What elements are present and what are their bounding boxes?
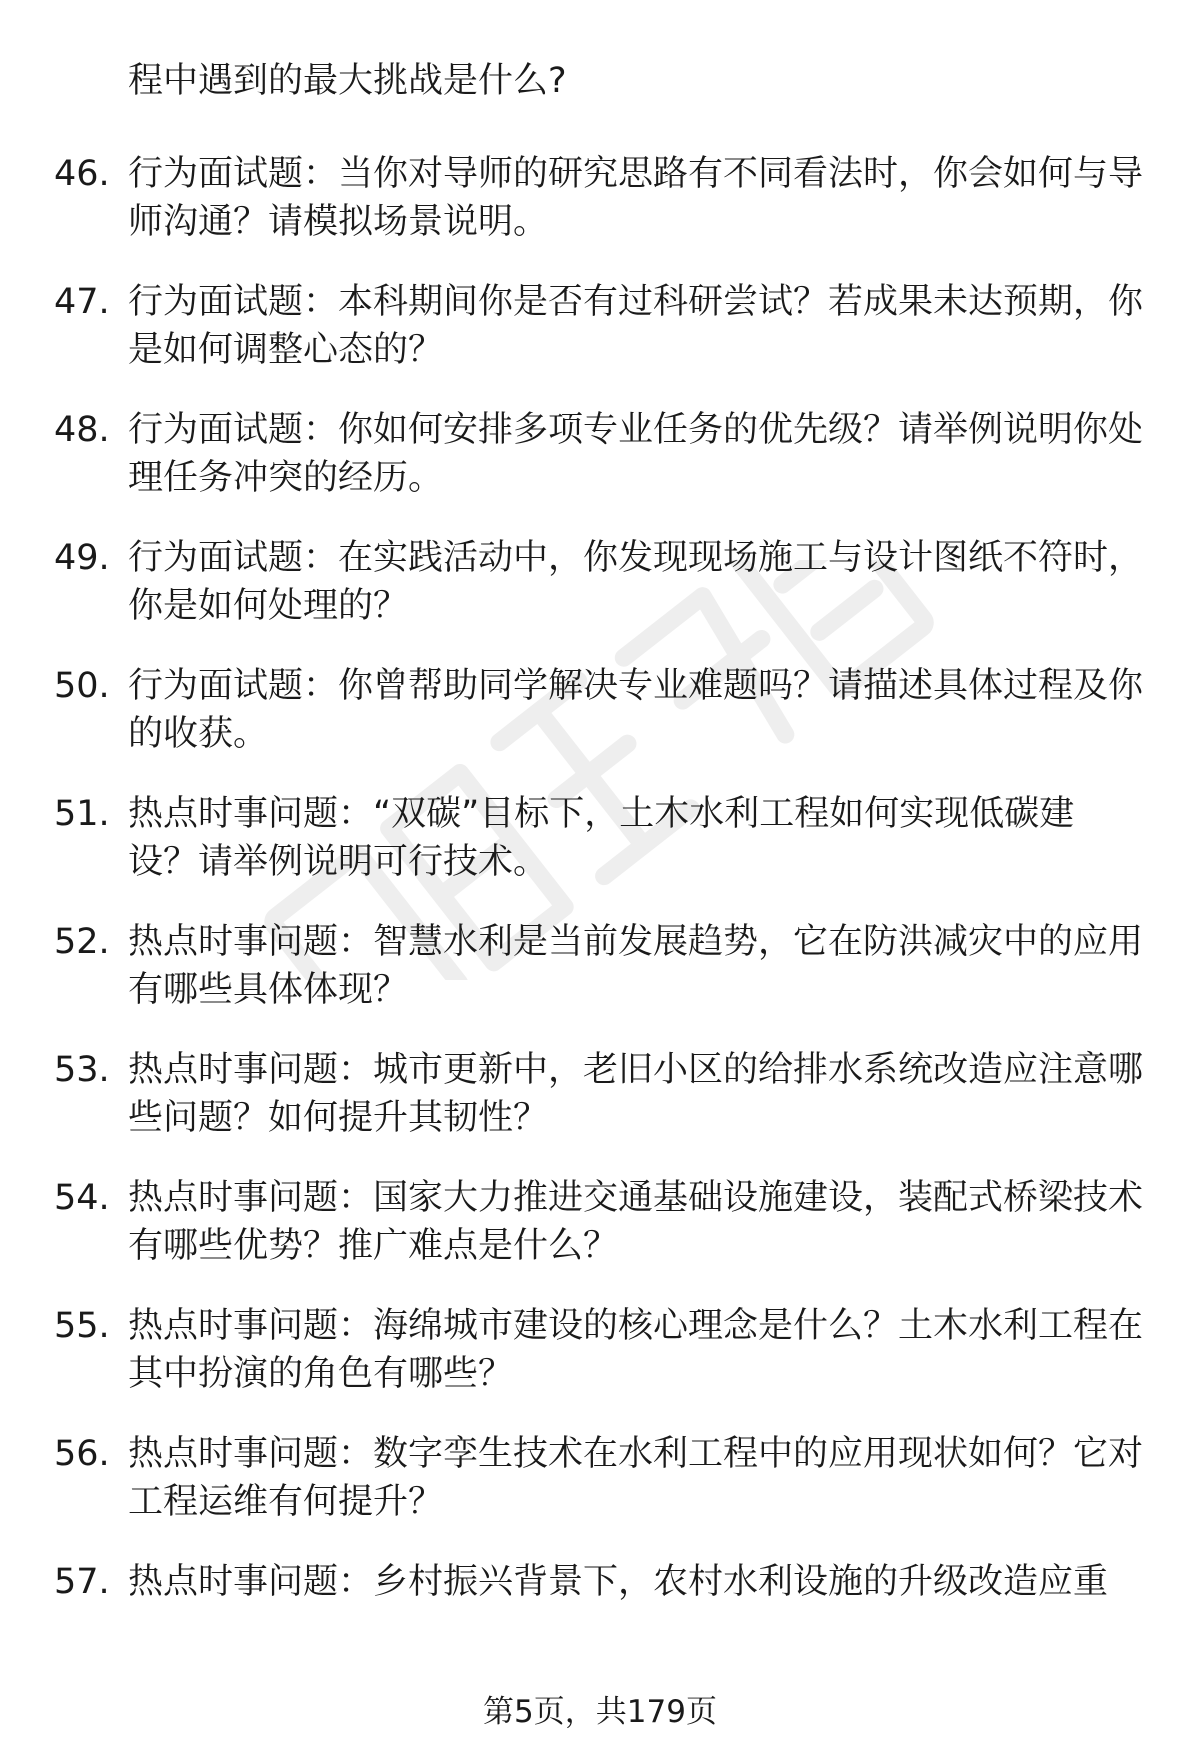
list-item [0,278,1200,406]
list-item [0,534,1200,662]
question-list [0,150,1200,1686]
item-number: 53. [54,1050,110,1090]
item-number: 48. [54,410,110,450]
list-item [0,1430,1200,1558]
item-number: 51. [54,794,110,834]
list-item [0,1558,1200,1686]
list-item [0,150,1200,278]
page-number-footer: 第5页，共179页 [483,1694,717,1730]
item-number: 57. [54,1562,110,1602]
item-number: 50. [54,666,110,706]
item-text: 行为面试题：你曾帮助同学解决专业难题吗？请描述具体过程及你的收获。 [128,666,1144,754]
item-number: 54. [54,1178,110,1218]
item-text: 热点时事问题：“双碳”目标下，土木水利工程如何实现低碳建设？请举例说明可行技术。 [128,794,1075,882]
item-number: 55. [54,1306,110,1346]
list-item [0,406,1200,534]
list-item [0,1302,1200,1430]
item-text: 热点时事问题：城市更新中，老旧小区的给排水系统改造应注意哪些问题？如何提升其韧性？ [128,1050,1144,1138]
item-text: 热点时事问题：乡村振兴背景下，农村水利设施的升级改造应重 [128,1562,1109,1602]
item-text: 热点时事问题：智慧水利是当前发展趋势，它在防洪减灾中的应用有哪些具体体现？ [128,922,1144,1010]
item-number: 47. [54,282,110,322]
item-text: 热点时事问题：国家大力推进交通基础设施建设，装配式桥梁技术有哪些优势？推广难点是什么？ [128,1178,1144,1266]
list-item [0,790,1200,918]
list-item [0,1046,1200,1174]
item-number: 56. [54,1434,110,1474]
item-text: 热点时事问题：海绵城市建设的核心理念是什么？土木水利工程在其中扮演的角色有哪些？ [128,1306,1144,1394]
item-text: 行为面试题：在实践活动中，你发现现场施工与设计图纸不符时，你是如何处理的？ [128,538,1144,626]
item-text: 行为面试题：当你对导师的研究思路有不同看法时，你会如何与导师沟通？请模拟场景说明。 [128,154,1144,242]
item-number: 46. [54,154,110,194]
list-item [0,918,1200,1046]
list-item [0,662,1200,790]
item-number: 52. [54,922,110,962]
item-number: 49. [54,538,110,578]
item-text: 行为面试题：本科期间你是否有过科研尝试？若成果未达预期，你是如何调整心态的？ [128,282,1144,370]
continuation-text: 程中遇到的最大挑战是什么? [128,61,567,101]
item-text: 行为面试题：你如何安排多项专业任务的优先级？请举例说明你处理任务冲突的经历。 [128,410,1144,498]
item-text: 热点时事问题：数字孪生技术在水利工程中的应用现状如何？它对工程运维有何提升？ [128,1434,1144,1522]
list-item [0,1174,1200,1302]
